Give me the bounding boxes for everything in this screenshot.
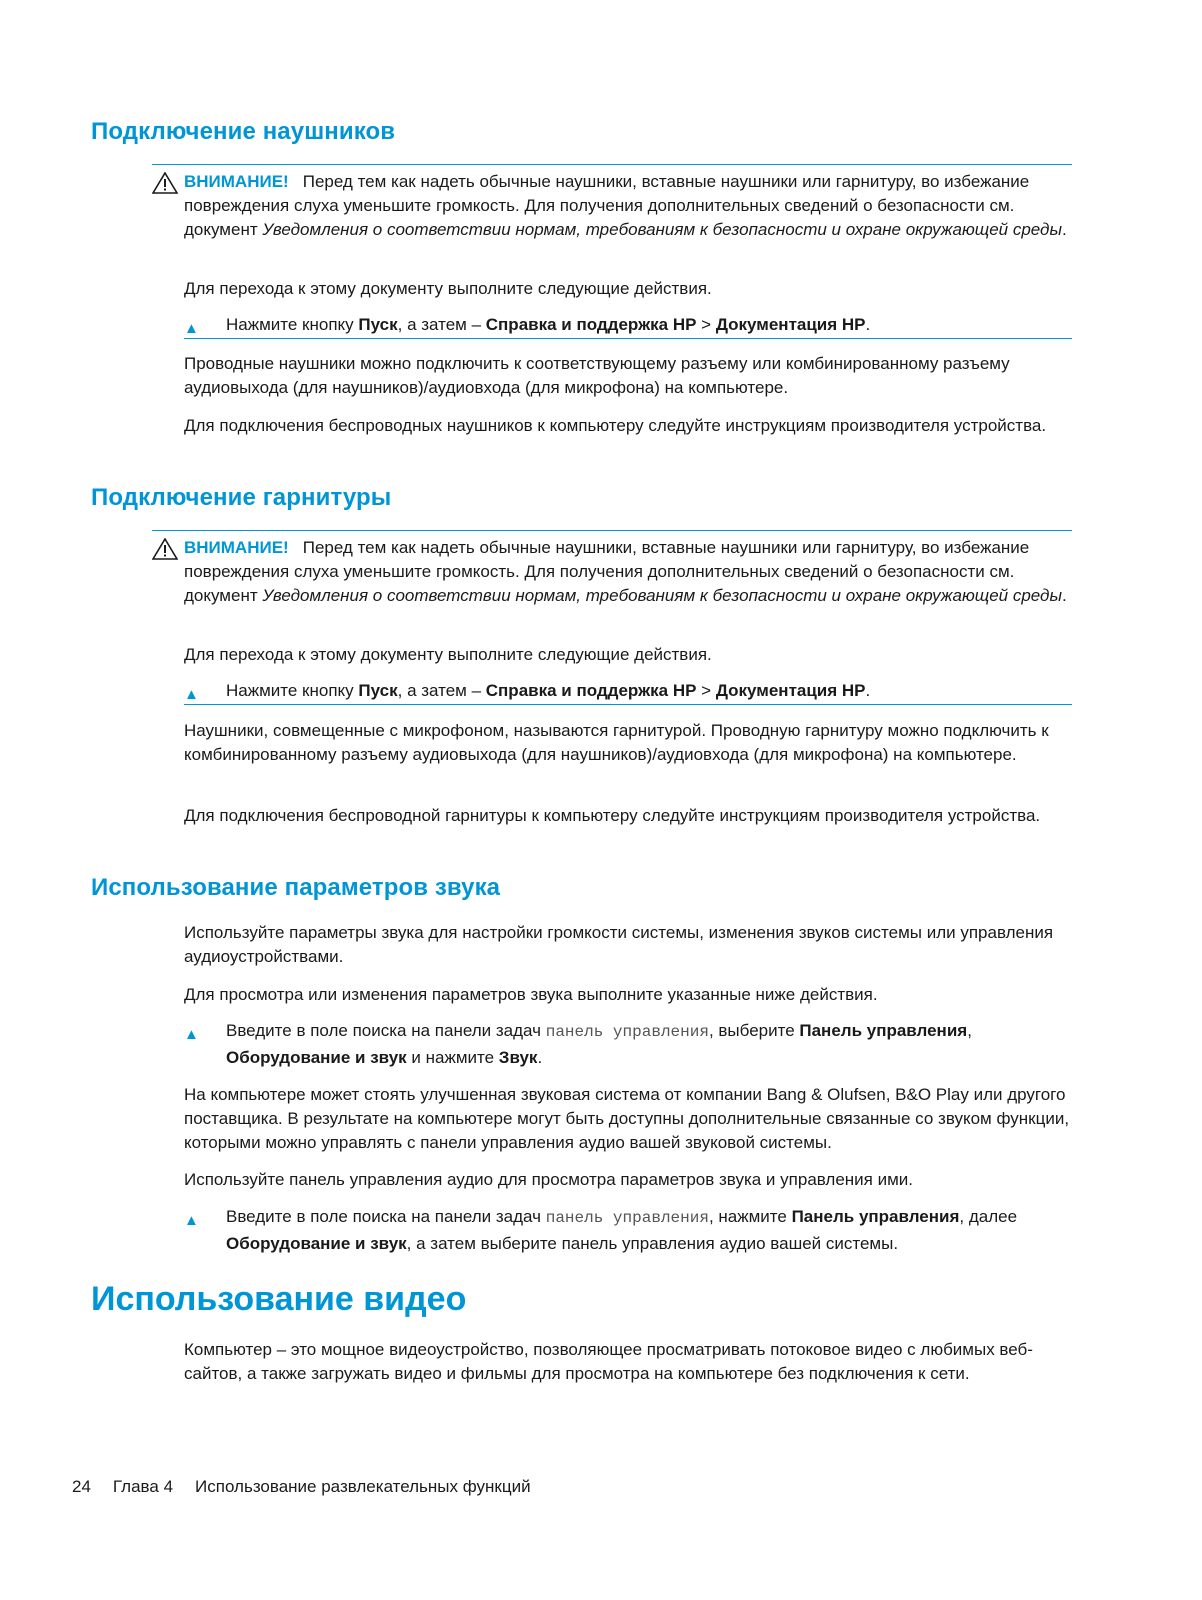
warning-triangle-icon	[152, 538, 178, 560]
step-arrow-icon: ▲	[184, 1212, 199, 1229]
hp-docs-label: Документация HP	[715, 681, 866, 700]
step-item: ▲ Нажмите кнопку Пуск, а затем – Справка и поддержка HP > Документация HP.	[184, 312, 1084, 338]
warning-block	[152, 170, 1092, 242]
section-heading-headphones: Подключение наушников	[91, 118, 396, 145]
control-panel-label: Панель управления	[799, 1021, 968, 1040]
warning-text: ВНИМАНИЕ! Перед тем как надеть обычные наушники, вставные наушники или гарнитуру, во избежание повреждения слуха уменьшите громкость. Для получения дополнительных сведений о безопасности см. документ Уведомления о соответствии нормам, требованиям к безопасности и охране окружающей среды.	[184, 172, 1067, 239]
section-heading-sound-settings: Использование параметров звука	[91, 874, 501, 901]
typed-search-text: панель управления	[545, 1023, 709, 1041]
nav-intro: Для перехода к этому документу выполните следующие действия.	[184, 645, 712, 664]
warning-text: ВНИМАНИЕ! Перед тем как надеть обычные наушники, вставные наушники или гарнитуру, во избежание повреждения слуха уменьшите громкость. Для получения дополнительных сведений о безопасности см. документ Уведомления о соответствии нормам, требованиям к безопасности и охране окружающей среды.	[184, 538, 1067, 605]
section-heading-headset: Подключение гарнитуры	[91, 484, 392, 511]
page-number: 24	[72, 1477, 91, 1496]
step-arrow-icon: ▲	[184, 1026, 199, 1043]
step-item: ▲ Введите в поле поиска на панели задач панель управления, нажмите Панель управления, далее Оборудование и звук, а затем выберите панель управления аудио вашей системы.	[184, 1207, 1018, 1253]
step-item: ▲ Введите в поле поиска на панели задач панель управления, выберите Панель управления, Оборудование и звук и нажмите Звук.	[184, 1021, 972, 1067]
chapter-title: Использование развлекательных функций	[195, 1477, 531, 1496]
document-title: Уведомления о соответствии нормам, требованиям к безопасности и охране окружающей среды	[262, 586, 1062, 605]
help-support-label: Справка и поддержка HP	[485, 681, 697, 700]
sound-label: Звук	[498, 1048, 538, 1067]
control-panel-label: Панель управления	[791, 1207, 960, 1226]
warning-triangle-icon	[152, 172, 178, 194]
warning-label: ВНИМАНИЕ!	[184, 172, 289, 191]
typed-search-text: панель управления	[545, 1209, 709, 1227]
step-rule	[184, 338, 1072, 339]
paragraph: Для подключения беспроводной гарнитуры к компьютеру следуйте инструкциям производителя устройства.	[184, 806, 1041, 825]
paragraph: Для просмотра или изменения параметров звука выполните указанные ниже действия.	[184, 985, 878, 1004]
paragraph: Для подключения беспроводных наушников к компьютеру следуйте инструкциям производителя устройства.	[184, 416, 1047, 435]
heading-rule	[152, 530, 1072, 531]
chapter-label: Глава 4	[112, 1477, 174, 1496]
document-title: Уведомления о соответствии нормам, требованиям к безопасности и охране окружающей среды	[262, 220, 1062, 239]
warning-block	[152, 536, 1092, 608]
step-arrow-icon: ▲	[184, 320, 199, 337]
start-label: Пуск	[358, 315, 398, 334]
paragraph: Используйте панель управления аудио для просмотра параметров звука и управления ими.	[184, 1170, 913, 1189]
step-arrow-icon: ▲	[184, 686, 199, 703]
step-item: ▲ Нажмите кнопку Пуск, а затем – Справка и поддержка HP > Документация HP.	[184, 678, 1084, 704]
start-label: Пуск	[358, 681, 398, 700]
hp-docs-label: Документация HP	[715, 315, 866, 334]
nav-intro: Для перехода к этому документу выполните следующие действия.	[184, 279, 712, 298]
paragraph: Проводные наушники можно подключить к соответствующему разъему или комбинированному разъему аудиовыхода (для наушников)/аудиовхода (для микрофона) на компьютере.	[184, 354, 1010, 397]
help-support-label: Справка и поддержка HP	[485, 315, 697, 334]
step-rule	[184, 704, 1072, 705]
hardware-sound-label: Оборудование и звук	[226, 1234, 407, 1253]
paragraph: Наушники, совмещенные с микрофоном, называются гарнитурой. Проводную гарнитуру можно подключить к комбинированному разъему аудиовыхода (для наушников)/аудиовхода (для микрофона) на компьютере.	[184, 721, 1049, 764]
warning-label: ВНИМАНИЕ!	[184, 538, 289, 557]
paragraph: Компьютер – это мощное видеоустройство, позволяющее просматривать потоковое видео с любимых веб-сайтов, а также загружать видео и фильмы для просмотра на компьютере без подключения к сети.	[184, 1340, 1033, 1383]
paragraph: Используйте параметры звука для настройки громкости системы, изменения звуков системы или управления аудиоустройствами.	[184, 923, 1054, 966]
hardware-sound-label: Оборудование и звук	[226, 1048, 407, 1067]
page-footer	[72, 1475, 553, 1499]
chapter-heading-video: Использование видео	[91, 1280, 467, 1318]
heading-rule	[152, 164, 1072, 165]
paragraph: На компьютере может стоять улучшенная звуковая система от компании Bang & Olufsen, B&O Play или другого поставщика. В результате на компьютере могут быть доступны дополнительные связанные со звуком функции, которыми можно управлять с панели управления аудио вашей звуковой системы.	[184, 1085, 1070, 1152]
